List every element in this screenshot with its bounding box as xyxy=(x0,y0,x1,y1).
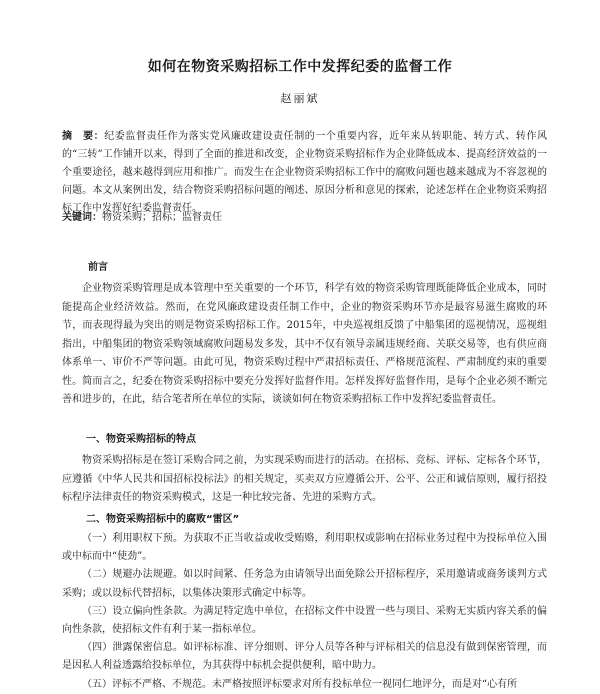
intro-paragraph: 企业物资采购管理是成本管理中至关重要的一个环节，科学有效的物资采购管理既能降低企业成本，同时能提高企业经济效益。然而，在党风廉政建设责任制工作中，企业的物资采购环节亦是最容易滋生腐败的环节，而表现得最为突出的则是物资采购招标工作。2015年，中央巡视组反馈了中船集团的巡视情况，巡视组指出，中船集团的物资采购领域腐败问题易发多发，其中不仅有领导亲属违规经商、关联交易等，也有供应商体系单一、审价不严等问题。由此可见，物资采购过程中严肃招标责任、严格规范流程、严肃制度约束的重要性。简而言之，纪委在物资采购招标中要充分发挥好监督作用。怎样发挥好监督作用，是每个企业必须不断完善和进步的，在此，结合笔者所在单位的实际，谈谈如何在物资采购招标工作中发挥纪委监督责任。 xyxy=(62,283,547,405)
list-item: （四）泄露保密信息。如评标标准、评分细则、评分人员等各种与评标相关的信息没有做到保密管理，而是因私人利益透露给投标单位，为其获得中标机会提供便利，暗中助力。 xyxy=(62,642,547,672)
keywords xyxy=(62,210,547,226)
list-item: （二）规避办法规避。如以时间紧、任务急为由请领导出面免除公开招标程序，采用邀请或商务谈判方式采购；或以设标代替招标，以集体决策形式确定中标等。 xyxy=(62,569,547,599)
section2-heading: 二、物资采购招标中的腐败“雷区” xyxy=(86,514,240,525)
section1-heading: 一、物资采购招标的特点 xyxy=(86,434,196,445)
section1-paragraph: 物资采购招标是在签订采购合同之前，为实现采购而进行的活动。在招标、竞标、评标、定标各个环节，应遵循《中华人民共和国招标投标法》的相关规定，买卖双方应遵循公开、公平、公正和诚信原则，履行招投标程序法律责任的物资采购模式，这是一种比较完备、先进的采购方式。 xyxy=(62,455,547,503)
list-item: （五）评标不严格、不规范。未严格按照评标要求对所有投标单位一视同仁地评分，而是对“心有所 xyxy=(82,678,518,690)
list-item: （三）设立偏向性条款。为满足特定选中单位，在招标文件中设置一些与项目、采购无实质内容关系的偏向性条款，使招标文件有利于某一指标单位。 xyxy=(62,605,547,636)
abstract xyxy=(62,128,547,218)
author-name: 赵丽斌 xyxy=(280,92,320,105)
list-item: （一）利用职权下预。为获取不正当收益或收受贿赂，利用职权或影响在招标业务过程中为投标单位入围或中标而中“使劲”。 xyxy=(62,533,547,563)
abstract-label: 摘 要： xyxy=(62,131,105,142)
intro-heading: 前言 xyxy=(88,262,108,273)
keywords-label: 关键词： xyxy=(62,212,102,223)
section2-list xyxy=(62,530,547,694)
paper-title: 如何在物资采购招标工作中发挥纪委的监督工作 xyxy=(147,59,453,75)
abstract-text: 纪委监督责任作为落实党风廉政建设责任制的一个重要内容，近年来从转职能、转方式、转作风的“三转”工作铺开以来，得到了全面的推进和改变，企业物资采购招标作为企业降低成本、提高经济效益的一个重要途径，越来越得到应用和推广。而发生在企业物资采购招标工作中的腐败问题也越来越成为不容忽视的问题。本文从案例出发，结合物资采购招标问题的阐述、原因分析和意见的探索，论述怎样在企业物资采购招标工作中发挥好纪委监督责任。 xyxy=(62,131,548,214)
keywords-text: 物资采购；招标；监督责任 xyxy=(102,212,222,223)
